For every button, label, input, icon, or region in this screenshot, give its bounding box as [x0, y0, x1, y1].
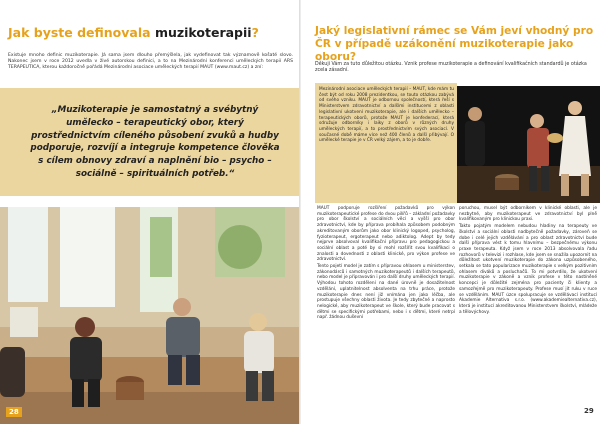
- left-intro-paragraph: Existuje mnoho definic muzikoterapie. Já sama jsem dlouho přemýšlela, jak vydefinovat tak významově košaté slovo. Nakonec jsem v roce 2012 uvedla v živé autorskou definici, a to na Mezinárodní konferenci uměleckých terapií ARS TERAPEUTICA, kterou každoročně pořádá Mezinárodní asociace uměleckých terapií MAUT (www.maut.cz) a zní:: [8, 53, 293, 71]
- highlight-box-text: Mezinárodní asociace uměleckých terapií – MAUT, kde mám tu čest být od roku 2008 prezidentkou, se touto otázkou zabývá od svého vzniku. MAUT je odbornou společností, která řeší s Ministerstvem zdravotnictví a dalšími institucemi z oblasti legislativní ukotvení muzikoterapie, ale i dalších umělecko – terapeutických oborů, protože MAUT je konfederací, která sdružuje odborníky i laiky z oborů v různých druhy uměleckých terapií, a to prostřednictvím svých asociací. V současné době máme více než 400 členů a další přibývají. O umělecké terapie je v ČR velký zájem, a to je dobře.: [319, 87, 454, 144]
- column-2-paragraph-2: Takto pojatým modelem nebudou hladiny na terapeuty ve školství a sociální oblasti nadbytečně požadavky, zároveň se dobe i celé jejich vzdělávání a pro oblast zdravotnictví bude další příprava vést k tomu hlavnímu – bezpečnému výkonu praxe terapeuta. Když jsem v roce 2013 absolvovala řadu rozhovorů v televizi i rozhlase, kde jsem se snažila upozornit na důležitost ukotvení muzikoterapie do zákona uzpůsobeného, setkala se tato popularizace muzikoterapie s velkým pozitivním ohlasem diváků a posluchačů. To mi potvrdilo, že ukotvení muzikoterapie v zákoně a vznik profese v této nastíněné koncepci je důležité zejména pro pacienty či klienty a samozřejmě pro muzikoterapeuty. Profese musí jít ruku v ruce se vzděláním. MAUT úzce spolupracuje se vzdělávací institucí Akademie Alternativa s.r.o. (www.akademiealternativa.cz), která je institucí akreditovanou Ministerstvem školství, mládeže a tělovýchovy.: [459, 224, 597, 315]
- left-title-question-mark: ?: [251, 25, 259, 40]
- left-title-highlight: muzikoterapii: [154, 25, 252, 40]
- column-2-paragraph-1: poruchou, musel být odborníkem v klinické oblasti, ale je nezbytné, aby muzikoterapeut ve zdravotnictví byl plně kvalifikovaným pro klinickou praxi.: [459, 206, 597, 223]
- right-page: [301, 0, 600, 424]
- left-title-text: Jak byste definovala: [8, 25, 155, 40]
- right-page-title: Jaký legislativní rámec se Vám jeví vhodný pro ČR v případě uzákonění muzikoterapie jako oboru?: [315, 25, 594, 63]
- definition-quote: „Muzikoterapie je samostatný a svébytný umělecko – terapeutický obor, který prostřednictvím cíleného působení zvuků a hudby podporuje, rozvíjí a integruje kompetence člověka s cílem obnovy zdraví a naplnění bio – psycho – sociálně – spirituálních potřeb.“: [30, 105, 280, 179]
- left-page-title: [8, 25, 259, 40]
- group-session-photo: [0, 207, 299, 424]
- right-page-number: 29: [584, 407, 594, 415]
- stage-performance-photo: [457, 86, 600, 203]
- left-page: [0, 0, 299, 424]
- article-column-1: [317, 206, 455, 321]
- column-1-paragraph-2: Tento pojetí model je zatím s přípravou ohlasem u ministerstev, zákonodárců i samotných muzikoterapeutů i dalších terapeutů, nebo model je připravován i pro další druhy uměleckých terapií. Výhodou tohoto rozdělení na dané úrovně je dosažitelnost vzdělání, uplatnitelnost absolventa na trhu práce, protože muzikoterapie dnes není již vnímána jen jako léčba, ale prostupuje všechny oblasti života. Je tedy zbytečné a naprosto nelogické, aby muzikoterapeut ve škole, který bude pracovat s dětmi se specifickými potřebami, nebo i s dětmi, které netrpí např. žádnou duševní: [317, 264, 455, 321]
- left-page-number: 28: [6, 407, 22, 417]
- right-intro-paragraph: Děkuji Vám za tuto důležitou otázku. Vznik profese muzikoterapie a definování kvalifikačních standardů je otázka zcela zásadní.: [315, 62, 587, 74]
- article-column-2: [459, 206, 597, 315]
- column-1-paragraph-1: MAUT podporuje rozšíření požadavků pro výkon muzikoterapeutické profese do dvou pilířů – základní požadavky pro obor školství a sociálních věcí a vyšší pro obor zdravotnictví, kde by příprava probíhala způsobem podobným akreditovaným oborům jako obor klinický logoped, psycholog, fyzioterapeut, ergoterapeut nebo adiktolog. Adept by tedy nejprve absolvoval kvalifikační přípravu pro pedagogickou a sociální oblast a poté by si mohl rozšířit svou kvalifikaci o znalosti a dovednosti z oblasti klinické, pro výkon profese ve zdravotnictví.: [317, 206, 455, 263]
